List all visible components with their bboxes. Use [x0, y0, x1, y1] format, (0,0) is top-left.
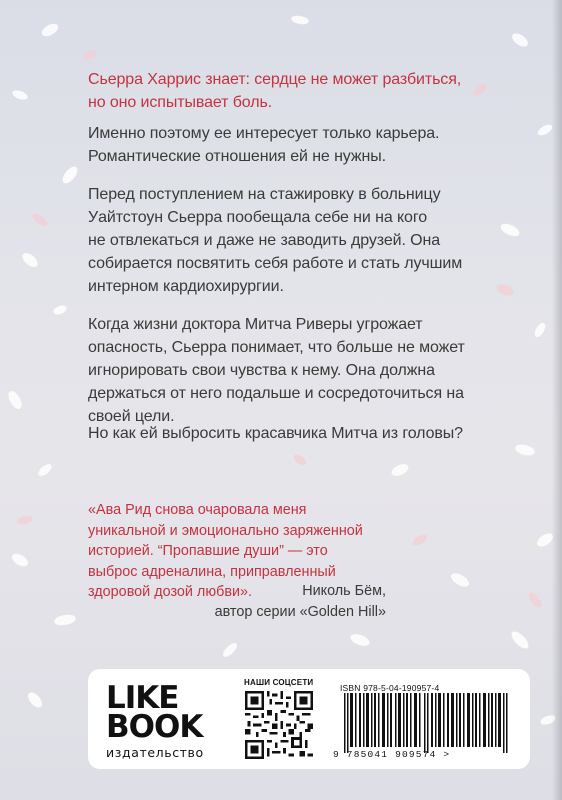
blurb-line: Но как ей выбросить красавчика Митча из головы?: [88, 425, 463, 442]
blurb-line: держаться от него подальше и сосредоточиться на: [88, 385, 464, 402]
blurb-line: игнорировать свои чувства к нему. Она должна: [88, 362, 435, 379]
review-line: уникальной и эмоционально заряженной: [88, 522, 363, 539]
review-attribution: [86, 581, 386, 622]
review-line: выброс адреналина, приправленный: [88, 563, 336, 580]
blurb-paragraph-question: [88, 422, 528, 445]
blurb-line: интерном кардиохирургии.: [88, 278, 284, 295]
blurb-line: не отвлекаться и даже не заводить друзей. Она: [88, 232, 441, 249]
blurb-line: собирается посвятить себя работе и стать лучшим: [88, 255, 463, 272]
blurb-paragraph-danger: [88, 313, 528, 428]
social-qr-code-icon[interactable]: [245, 691, 313, 759]
review-author-role: автор серии «Golden Hill»: [214, 603, 386, 620]
blurb-lead-line: но оно испытывает боль.: [88, 94, 273, 111]
blurb-paragraph-career: [88, 122, 528, 168]
blurb-lead-line: Сьерра Харрис знает: сердце не может разбиться,: [88, 71, 462, 88]
review-line: «Ава Рид снова очаровала меня: [88, 502, 307, 518]
social-label: НАШИ СОЦСЕТИ: [244, 678, 314, 687]
blurb-line: Романтические отношения ей не нужны.: [88, 148, 386, 165]
review-line: здоровой дозой любви».: [88, 584, 253, 600]
isbn-label: ISBN 978-5-04-190957-4: [340, 683, 440, 693]
blurb-line: Уайтстоун Сьерра пообещала себе ни на кого: [88, 209, 428, 226]
blurb-line: своей цели.: [88, 408, 175, 425]
review-author: Николь Бём,: [302, 583, 386, 599]
isbn-barcode: [338, 693, 520, 757]
isbn-digits: 9 785041 909574 >: [333, 749, 451, 760]
logo-word-book: BOOK: [106, 709, 203, 745]
review-line: историей. “Пропавшие души” — это: [88, 543, 328, 559]
logo-word-like: LIKE: [106, 680, 179, 716]
publisher-logo: [106, 680, 221, 762]
cover-edge-shadow: [552, 0, 562, 800]
blurb-paragraph-internship: [88, 183, 528, 298]
publisher-panel: [88, 669, 530, 769]
blurb-line: опасность, Сьерра понимает, что больше не может: [88, 339, 465, 356]
logo-subtitle: издательство: [106, 745, 204, 760]
blurb-line: Когда жизни доктора Митча Риверы угрожает: [88, 316, 423, 333]
blurb-line: Именно поэтому ее интересует только карьера.: [88, 125, 440, 142]
blurb-line: Перед поступлением на стажировку в больницу: [88, 186, 441, 203]
blurb-lead: [88, 68, 528, 114]
